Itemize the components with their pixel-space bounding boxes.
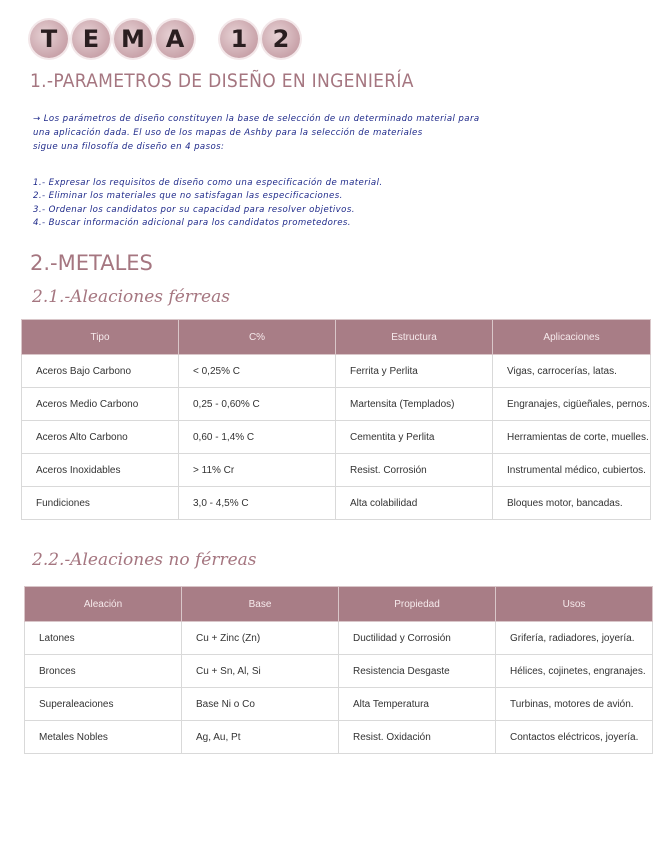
table-cell: Base Ni o Co (182, 688, 339, 721)
table-header: Aplicaciones (493, 320, 651, 355)
table-cell: Contactos eléctricos, joyería. (496, 721, 653, 754)
table-cell: Resist. Corrosión (336, 454, 493, 487)
table-row (22, 355, 651, 388)
design-step: 4.- Buscar información adicional para los candidatos prometedores. (33, 217, 351, 228)
table-cell: Vigas, carrocerías, latas. (493, 355, 651, 388)
table-cell: Instrumental médico, cubiertos. (493, 454, 651, 487)
table-cell: Aceros Medio Carbono (22, 388, 179, 421)
design-steps-list (33, 177, 383, 230)
section-title-parametros: 1.-PARAMETROS DE DISEÑO EN INGENIERÍA (30, 70, 414, 92)
intro-line: una aplicación dada. El uso de los mapas de Ashby para la selección de materiales (33, 127, 423, 138)
table-cell: Ductilidad y Corrosión (339, 622, 496, 655)
table-row (25, 688, 653, 721)
tema-letter: A (156, 20, 194, 58)
table-cell: Resistencia Desgaste (339, 655, 496, 688)
table-header: Aleación (25, 587, 182, 622)
table-row (25, 622, 653, 655)
table-cell: Martensita (Templados) (336, 388, 493, 421)
table-header: Estructura (336, 320, 493, 355)
tema-header (30, 20, 304, 58)
table-cell: Cementita y Perlita (336, 421, 493, 454)
intro-line: sigue una filosofía de diseño en 4 pasos: (33, 141, 225, 152)
table-cell: Herramientas de corte, muelles. (493, 421, 651, 454)
table-cell: > 11% Cr (179, 454, 336, 487)
section-title-metales: 2.-METALES (30, 251, 153, 275)
table-cell: Cu + Zinc (Zn) (182, 622, 339, 655)
table-cell: < 0,25% C (179, 355, 336, 388)
table-cell: Hélices, cojinetes, engranajes. (496, 655, 653, 688)
table-cell: Resist. Oxidación (339, 721, 496, 754)
table-row (22, 388, 651, 421)
table-cell: Bloques motor, bancadas. (493, 487, 651, 520)
table-cell: 0,25 - 0,60% C (179, 388, 336, 421)
table-cell: Bronces (25, 655, 182, 688)
table-row (22, 487, 651, 520)
tema-letter: T (30, 20, 68, 58)
table-row (22, 421, 651, 454)
design-step: 3.- Ordenar los candidatos por su capacidad para resolver objetivos. (33, 204, 355, 215)
table-header: Tipo (22, 320, 179, 355)
table-row (25, 655, 653, 688)
table-header: Propiedad (339, 587, 496, 622)
table-row (22, 454, 651, 487)
tema-letter: E (72, 20, 110, 58)
table-cell: Superaleaciones (25, 688, 182, 721)
table-header: Usos (496, 587, 653, 622)
ferrous-alloys-table (21, 319, 651, 520)
table-cell: Aceros Inoxidables (22, 454, 179, 487)
tema-number: 1 (220, 20, 258, 58)
table-row (25, 721, 653, 754)
tema-letter: M (114, 20, 152, 58)
table-cell: Latones (25, 622, 182, 655)
table-cell: Cu + Sn, Al, Si (182, 655, 339, 688)
tema-number: 2 (262, 20, 300, 58)
table-cell: Turbinas, motores de avión. (496, 688, 653, 721)
design-step: 2.- Eliminar los materiales que no satisfagan las especificaciones. (33, 191, 343, 202)
table-cell: Aceros Bajo Carbono (22, 355, 179, 388)
subsection-title-ferrous: 2.1.-Aleaciones férreas (32, 287, 230, 307)
table-cell: Alta Temperatura (339, 688, 496, 721)
table-header: C% (179, 320, 336, 355)
design-step: 1.- Expresar los requisitos de diseño como una especificación de material. (33, 178, 383, 188)
table-cell: Ag, Au, Pt (182, 721, 339, 754)
intro-line: → Los parámetros de diseño constituyen la base de selección de un determinado material para (33, 114, 480, 124)
table-cell: Grifería, radiadores, joyería. (496, 622, 653, 655)
table-cell: Metales Nobles (25, 721, 182, 754)
table-cell: Alta colabilidad (336, 487, 493, 520)
intro-paragraph (33, 113, 618, 154)
table-cell: Ferrita y Perlita (336, 355, 493, 388)
table-cell: 3,0 - 4,5% C (179, 487, 336, 520)
subsection-title-nonferrous: 2.2.-Aleaciones no férreas (32, 550, 257, 570)
table-cell: Fundiciones (22, 487, 179, 520)
table-header: Base (182, 587, 339, 622)
table-cell: 0,60 - 1,4% C (179, 421, 336, 454)
table-cell: Engranajes, cigüeñales, pernos. (493, 388, 651, 421)
nonferrous-alloys-table (24, 586, 653, 754)
table-cell: Aceros Alto Carbono (22, 421, 179, 454)
